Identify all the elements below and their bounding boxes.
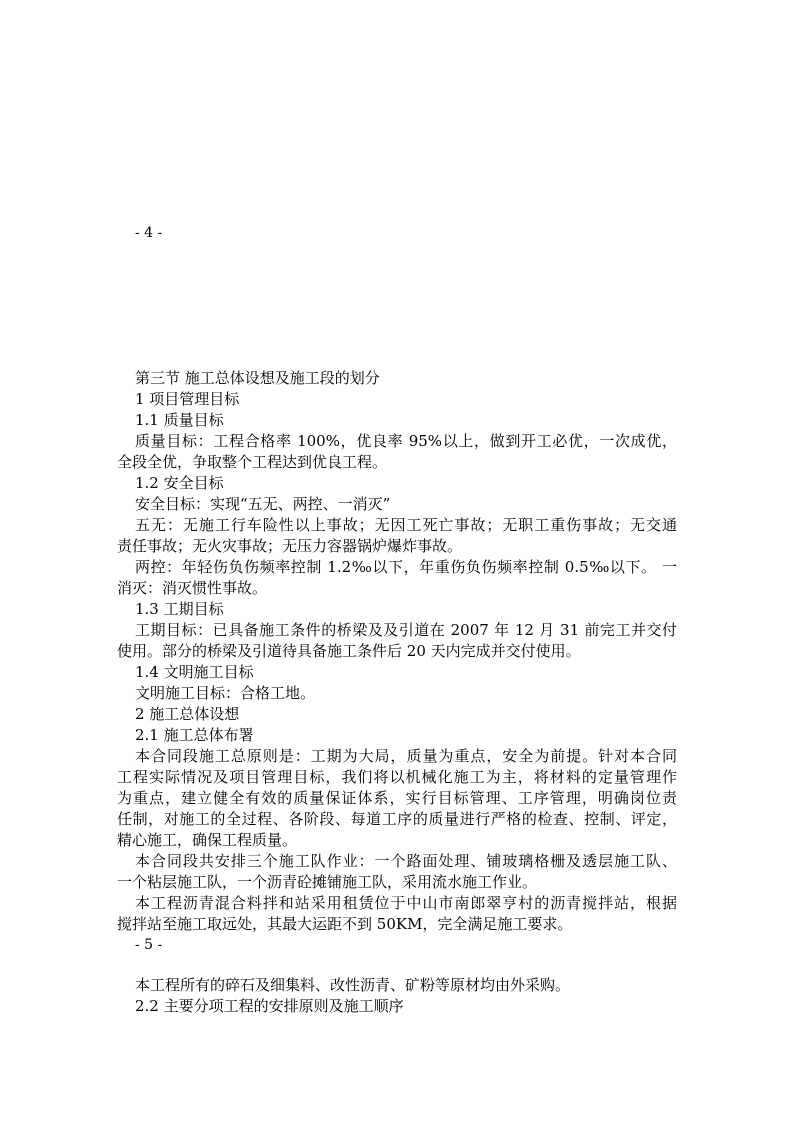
paragraph-line: 责任事故；无火灾事故；无压力容器锅炉爆炸事故。: [117, 537, 463, 555]
paragraph-line: 一个粘层施工队，一个沥青砼摊铺施工队，采用流水施工作业。: [117, 873, 538, 891]
paragraph-line: 本合同段施工总原则是：工期为大局，质量为重点，安全为前提。针对本合同: [135, 747, 677, 765]
paragraph-line: 工程实际情况及项目管理目标，我们将以机械化施工为主，将材料的定量管理作: [117, 768, 677, 786]
heading-schedule-goal: 1.3 工期目标: [135, 600, 224, 618]
paragraph-line: 工期目标：已具备施工条件的桥梁及及引道在 2007 年 12 月 31 前完工并交付: [135, 621, 677, 639]
page-number-4: - 4 -: [135, 225, 163, 241]
paragraph-line: 安全目标：实现“五无、两控、一消灭”: [135, 495, 391, 513]
paragraph-line: 两控：年轻伤负伤频率控制 1.2‰以下，年重伤负伤频率控制 0.5‰以下。 一: [135, 558, 677, 576]
paragraph-line: 质量目标：工程合格率 100%，优良率 95%以上，做到开工必优，一次成优，: [135, 432, 677, 450]
paragraph-line: 文明施工目标：合格工地。: [135, 684, 316, 702]
section-title: 第三节 施工总体设想及施工段的划分: [135, 369, 380, 387]
heading-project-goals: 1 项目管理目标: [135, 390, 240, 408]
paragraph-line: 搅拌站至施工取远处，其最大运距不到 50KM，完全满足施工要求。: [117, 915, 573, 933]
heading-subproject-principles: 2.2 主要分项工程的安排原则及施工顺序: [135, 997, 404, 1015]
paragraph-line: 使用。部分的桥梁及引道待具备施工条件后 20 天内完成并交付使用。: [117, 642, 581, 660]
heading-safety-goal: 1.2 安全目标: [135, 474, 224, 492]
paragraph-line: 精心施工，确保工程质量。: [117, 831, 298, 849]
paragraph-line: 为重点，建立健全有效的质量保证体系，实行目标管理、工序管理，明确岗位责: [117, 789, 677, 807]
heading-overall-concept: 2 施工总体设想: [135, 705, 240, 723]
paragraph-line: 本合同段共安排三个施工队作业：一个路面处理、铺玻璃格栅及透层施工队、: [135, 852, 677, 870]
page-number-5: - 5 -: [135, 937, 163, 953]
paragraph-line: 本工程沥青混合料拌和站采用租赁位于中山市南郎翠亨村的沥青搅拌站，根据: [135, 894, 677, 912]
paragraph-line: 任制，对施工的全过程、各阶段、每道工序的质量进行严格的检查、控制、评定，: [117, 810, 677, 828]
heading-civilized-goal: 1.4 文明施工目标: [135, 663, 254, 681]
paragraph-line: 本工程所有的碎石及细集料、改性沥青、矿粉等原材均由外采购。: [135, 976, 571, 994]
paragraph-line: 全段全优，争取整个工程达到优良工程。: [117, 453, 388, 471]
heading-quality-goal: 1.1 质量目标: [135, 411, 224, 429]
paragraph-line: 消灭：消灭惯性事故。: [117, 579, 268, 597]
paragraph-line: 五无：无施工行车险性以上事故；无因工死亡事故；无职工重伤事故；无交通: [135, 516, 677, 534]
heading-overall-layout: 2.1 施工总体布署: [135, 726, 254, 744]
